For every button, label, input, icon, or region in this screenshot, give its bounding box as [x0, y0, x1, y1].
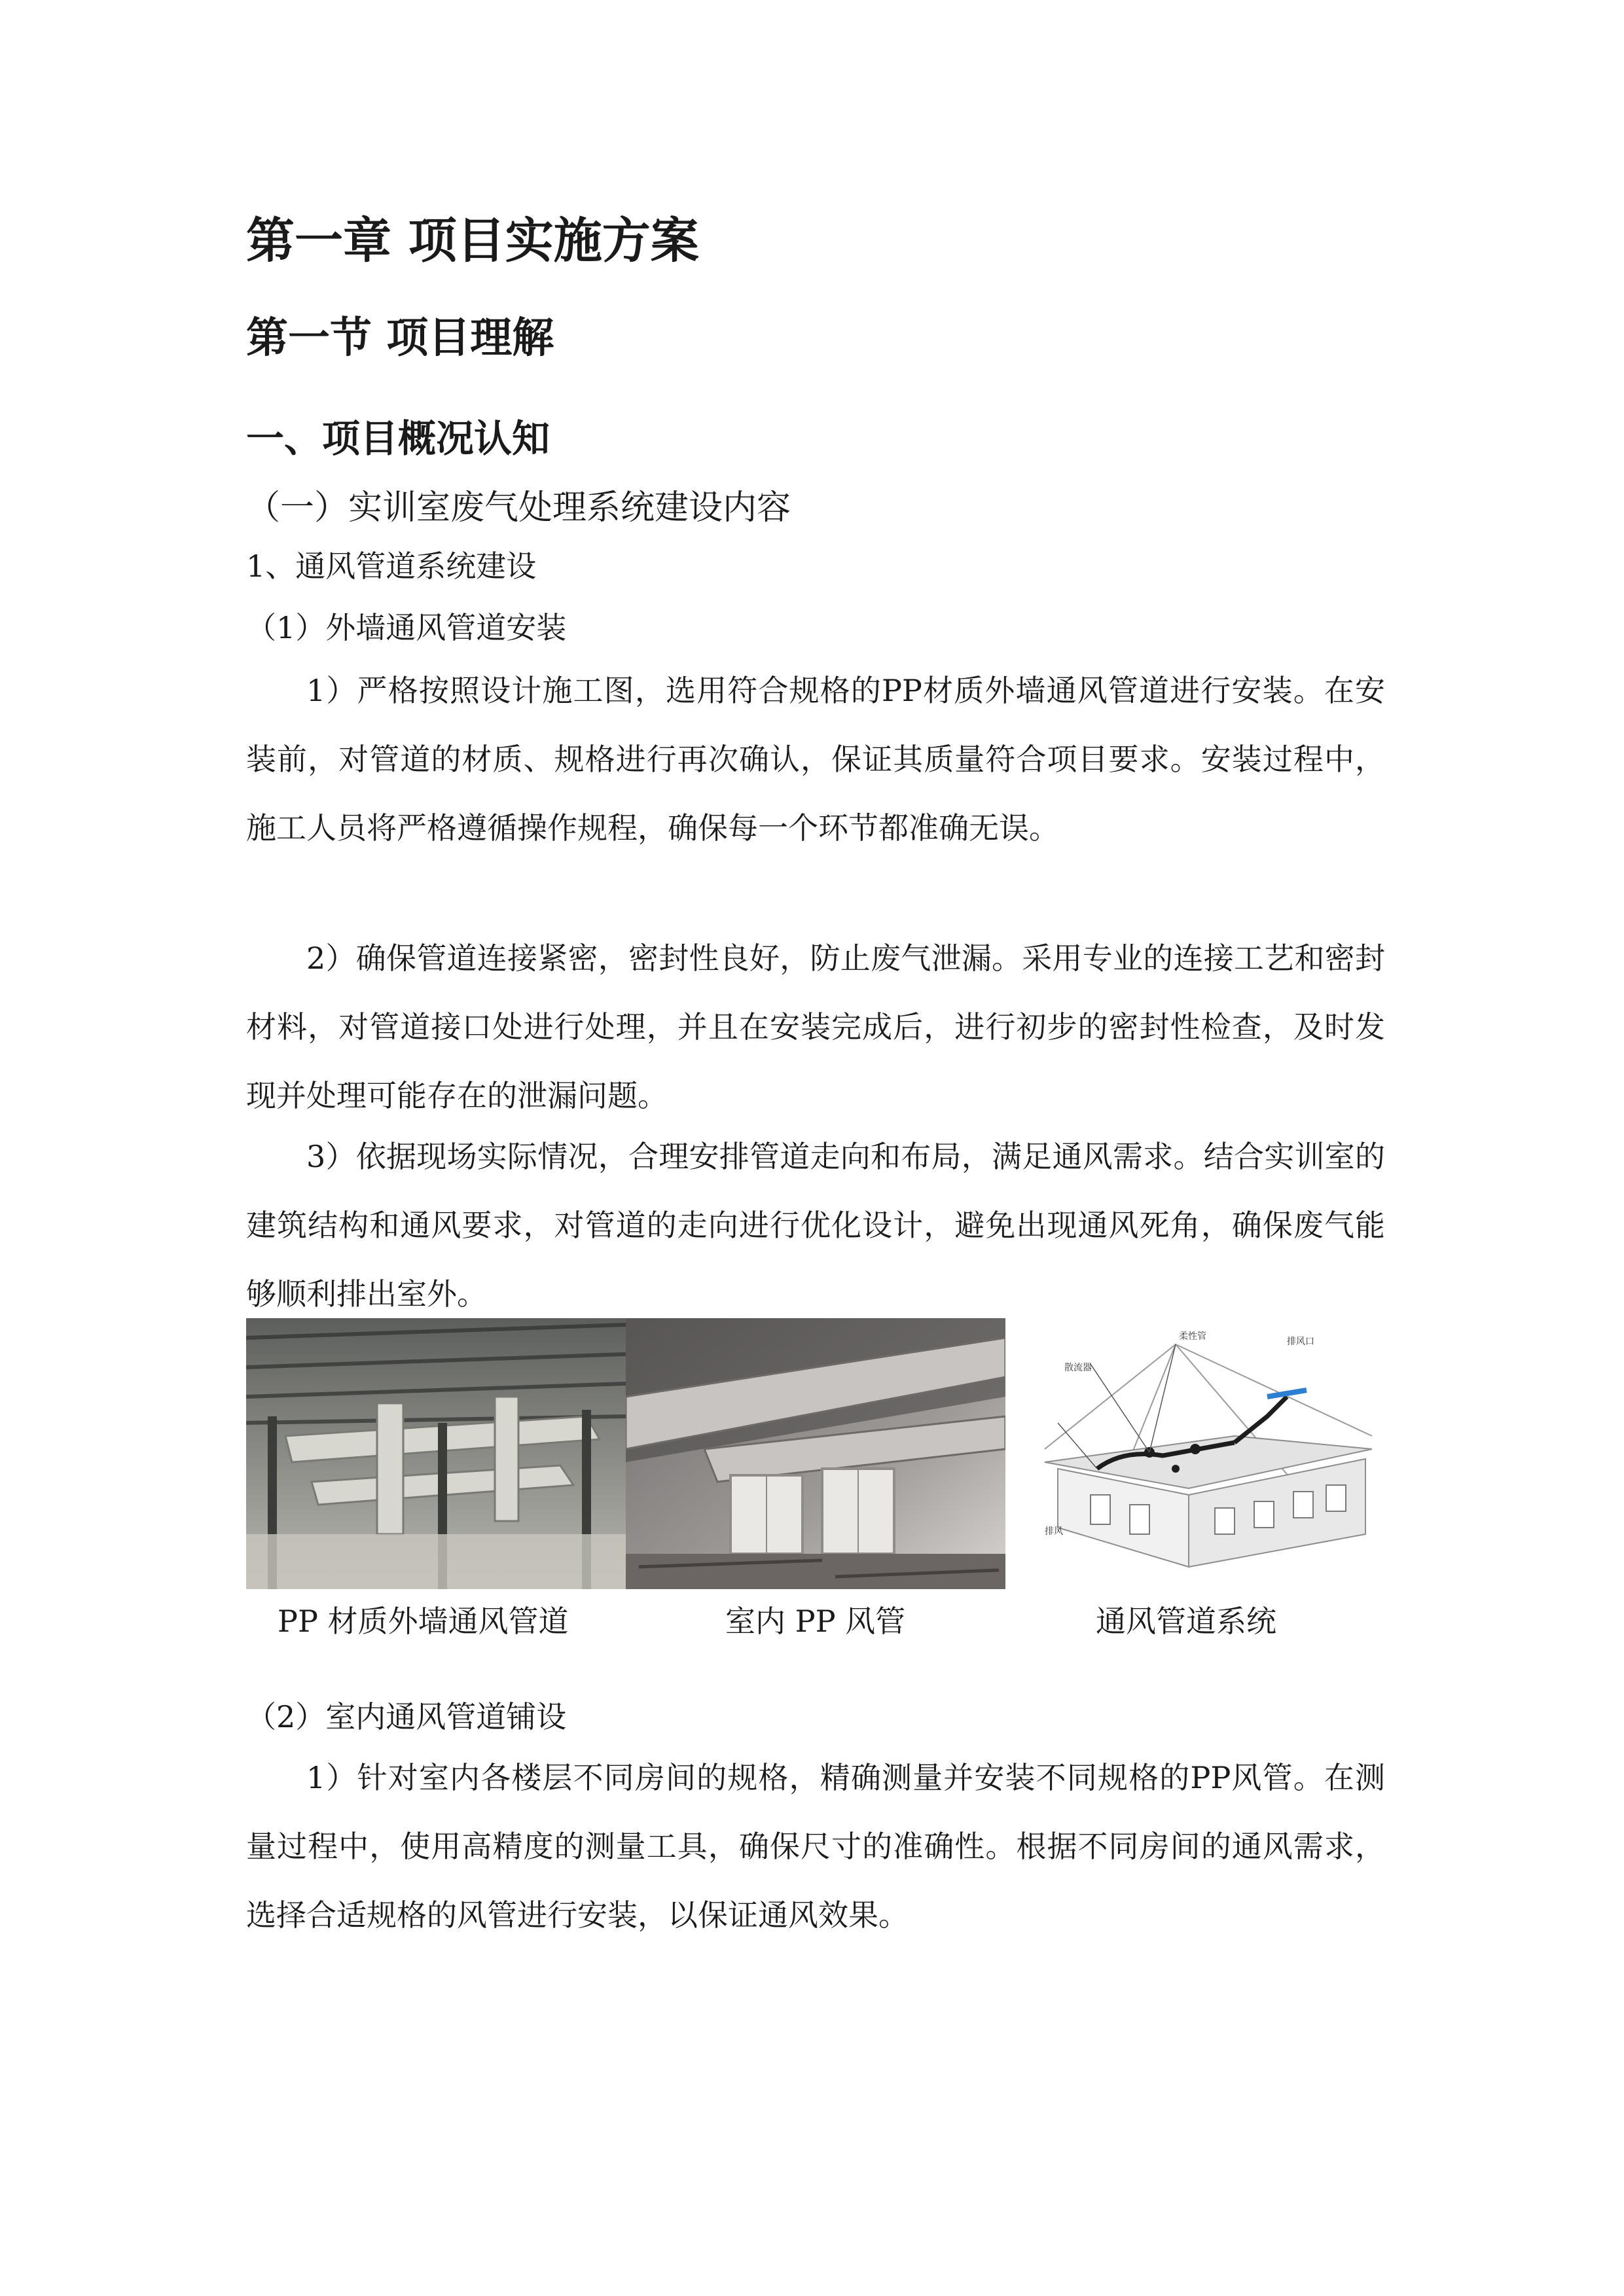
- paragraph-3: 3）依据现场实际情况，合理安排管道走向和布局，满足通风需求。结合实训室的建筑结构和通风要求，对管道的走向进行优化设计，避免出现通风死角，确保废气能够顺利排出室外。: [246, 1139, 1385, 1312]
- figure-caption-1: PP 材质外墙通风管道: [278, 1604, 569, 1639]
- item-heading: 1、通风管道系统建设: [246, 548, 537, 584]
- figure-caption-3: 通风管道系统: [1096, 1604, 1276, 1639]
- part-heading: （一）实训室废气处理系统建设内容: [246, 488, 791, 528]
- duct-photo-ceiling: [246, 1318, 626, 1589]
- figure-row: [246, 1318, 1385, 1645]
- paragraph-4: 1）针对室内各楼层不同房间的规格，精确测量并安装不同规格的PP风管。在测量过程中，使用高精度的测量工具，确保尺寸的准确性。根据不同房间的通风需求，选择合适规格的风管进行安装，以保证通风效果。: [246, 1760, 1385, 1933]
- figure-caption-2: 室内 PP 风管: [725, 1604, 906, 1639]
- duct-photo-ceiling-icon: [246, 1318, 626, 1589]
- sub-heading-exterior: （1）外墙通风管道安装: [246, 610, 567, 645]
- subsection-title: 一、项目概况认知: [246, 416, 550, 461]
- paragraph-1: 1）严格按照设计施工图，选用符合规格的PP材质外墙通风管道进行安装。在安装前，对管道的材质、规格进行再次确认，保证其质量符合项目要求。安装过程中，施工人员将严格遵循操作规程，确保每一个环节都准确无误。: [246, 673, 1385, 846]
- paragraph-2: 2）确保管道连接紧密，密封性良好，防止废气泄漏。采用专业的连接工艺和密封材料，对管道接口处进行处理，并且在安装完成后，进行初步的密封性检查，及时发现并处理可能存在的泄漏问题。: [246, 941, 1385, 1113]
- diagram-label-exhaust-port: 排风口: [1287, 1336, 1314, 1347]
- duct-photo-indoor-icon: [626, 1318, 1005, 1589]
- diagram-label-flexpipe: 柔性管: [1179, 1331, 1206, 1342]
- ventilation-system-diagram: [1019, 1318, 1385, 1589]
- diagram-label-exhaust: 排风: [1045, 1526, 1063, 1537]
- duct-photo-indoor: [626, 1318, 1005, 1589]
- diagram-label-diffuser: 散流器: [1064, 1363, 1092, 1373]
- ventilation-system-diagram-icon: [1019, 1318, 1385, 1589]
- chapter-title: 第一章 项目实施方案: [246, 213, 699, 269]
- section-title: 第一节 项目理解: [246, 314, 554, 363]
- sub-heading-interior: （2）室内通风管道铺设: [246, 1699, 567, 1734]
